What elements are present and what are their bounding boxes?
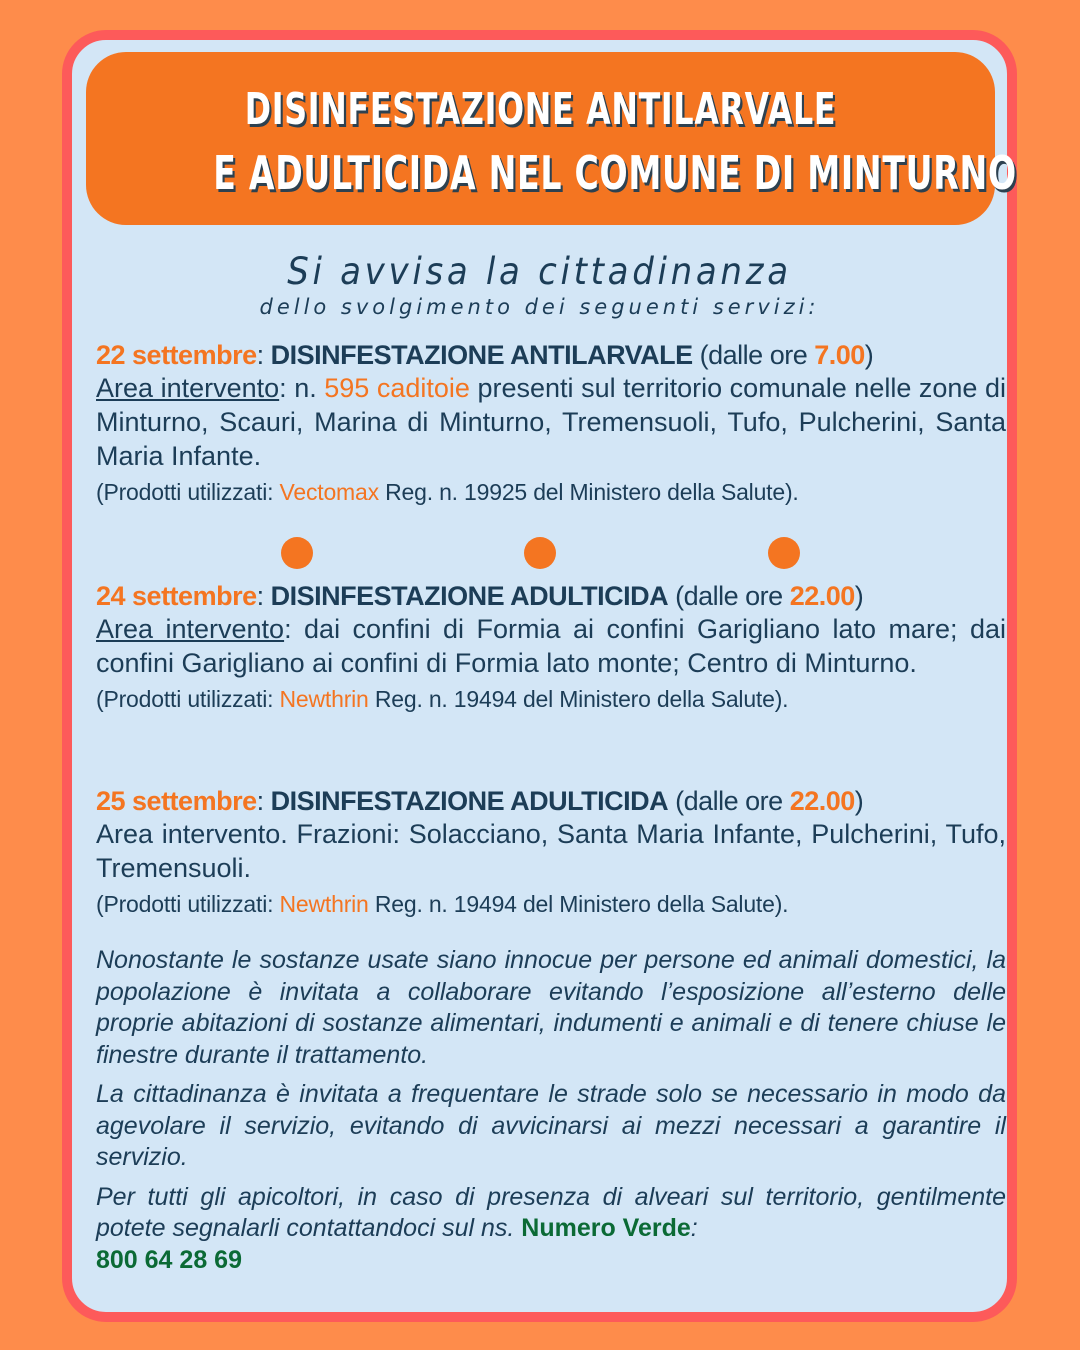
service-products xyxy=(96,891,1006,918)
product-name: Newthrin xyxy=(279,891,369,917)
service-22-settembre xyxy=(96,340,1006,506)
separator-dots xyxy=(72,537,1007,569)
service-date: 22 settembre xyxy=(96,340,257,370)
title-line-1: DISINFESTAZIONE ANTILARVALE xyxy=(244,84,837,135)
products-suffix: Reg. n. 19494 del Ministero della Salute). xyxy=(368,686,789,712)
area-label: Area intervento xyxy=(96,614,285,644)
area-label: Area intervento xyxy=(96,373,280,403)
products-suffix: Reg. n. 19494 del Ministero della Salute). xyxy=(368,891,789,917)
intro-heading: Si avvisa la cittadinanza xyxy=(287,250,792,293)
dot-icon xyxy=(768,537,800,569)
time-prefix: (dalle ore xyxy=(699,340,808,370)
service-type: DISINFESTAZIONE ADULTICIDA xyxy=(270,786,669,816)
hotline-label: Numero Verde xyxy=(521,1214,691,1242)
hotline-number[interactable]: 800 64 28 69 xyxy=(96,1245,242,1274)
service-type: DISINFESTAZIONE ADULTICIDA xyxy=(270,581,669,611)
service-heading xyxy=(96,581,1006,612)
title-line-2: E ADULTICIDA NEL COMUNE DI MINTURNO xyxy=(213,146,1017,200)
time-prefix: (dalle ore xyxy=(675,581,783,611)
service-area xyxy=(96,612,1006,680)
area-highlight: 595 caditoie xyxy=(324,373,470,403)
service-time: 7.00 xyxy=(814,340,865,370)
area-text: presenti sul territorio comunale nelle zone di Minturno, Scauri, Marina di Minturno, Tremensuoli, Tufo, Pulcherini, Santa Maria Infante. xyxy=(96,373,1006,471)
service-heading xyxy=(96,340,1006,371)
note-beekeepers xyxy=(96,1182,1006,1277)
products-prefix: (Prodotti utilizzati: xyxy=(96,891,280,917)
time-suffix: ) xyxy=(854,786,864,816)
service-heading xyxy=(96,786,1006,817)
products-prefix: (Prodotti utilizzati: xyxy=(96,479,280,505)
notice-card xyxy=(62,30,1017,1322)
time-suffix: ) xyxy=(864,340,874,370)
product-name: Newthrin xyxy=(279,686,369,712)
products-prefix: (Prodotti utilizzati: xyxy=(96,686,280,712)
service-25-settembre xyxy=(96,786,1006,918)
colon: : xyxy=(256,786,264,816)
dot-icon xyxy=(281,537,313,569)
service-date: 25 settembre xyxy=(96,786,257,816)
service-area: Area intervento. Frazioni: Solacciano, Santa Maria Infante, Pulcherini, Tufo, Tremensuoli. xyxy=(96,819,1006,883)
service-time: 22.00 xyxy=(789,581,855,611)
service-products xyxy=(96,686,1006,713)
service-area xyxy=(96,371,1006,473)
time-prefix: (dalle ore xyxy=(675,786,783,816)
area-prefix: : n. xyxy=(279,373,325,403)
note-streets: La cittadinanza è invitata a frequentare le strade solo se necessario in modo da agevolare il servizio, evitando di avvicinarsi ai mezzi necessari a garantire il servizio. xyxy=(96,1080,1006,1171)
service-date: 24 settembre xyxy=(96,581,257,611)
product-name: Vectomax xyxy=(279,479,379,505)
note-safety: Nonostante le sostanze usate siano innocue per persone ed animali domestici, la popolazione è invitata a collaborare evitando l’esposizione all’esterno delle proprie abitazioni di sostanze alimentari, indumenti e animali e di tenere chiuse le finestre durante il trattamento. xyxy=(96,946,1006,1069)
service-24-settembre xyxy=(96,581,1006,713)
beekeepers-text: Per tutti gli apicoltori, in caso di presenza di alveari sul territorio, gentilmente potete segnalarli contattandoci sul ns. xyxy=(96,1182,1006,1242)
notes xyxy=(96,945,1006,1276)
service-time: 22.00 xyxy=(789,786,855,816)
products-suffix: Reg. n. 19925 del Ministero della Salute). xyxy=(378,479,799,505)
intro xyxy=(72,250,1007,319)
service-type: DISINFESTAZIONE ANTILARVALE xyxy=(270,340,693,370)
service-products xyxy=(96,479,1006,506)
intro-subheading: dello svolgimento dei seguenti servizi: xyxy=(259,295,820,319)
title-banner xyxy=(86,52,1017,225)
colon: : xyxy=(256,340,264,370)
colon: : xyxy=(256,581,264,611)
colon: : xyxy=(690,1214,698,1242)
dot-icon xyxy=(524,537,556,569)
time-suffix: ) xyxy=(854,581,864,611)
area-text: : dai confini di Formia ai confini Garigliano lato mare; dai confini Garigliano ai confini di Formia lato monte; Centro di Minturno. xyxy=(96,614,1007,678)
